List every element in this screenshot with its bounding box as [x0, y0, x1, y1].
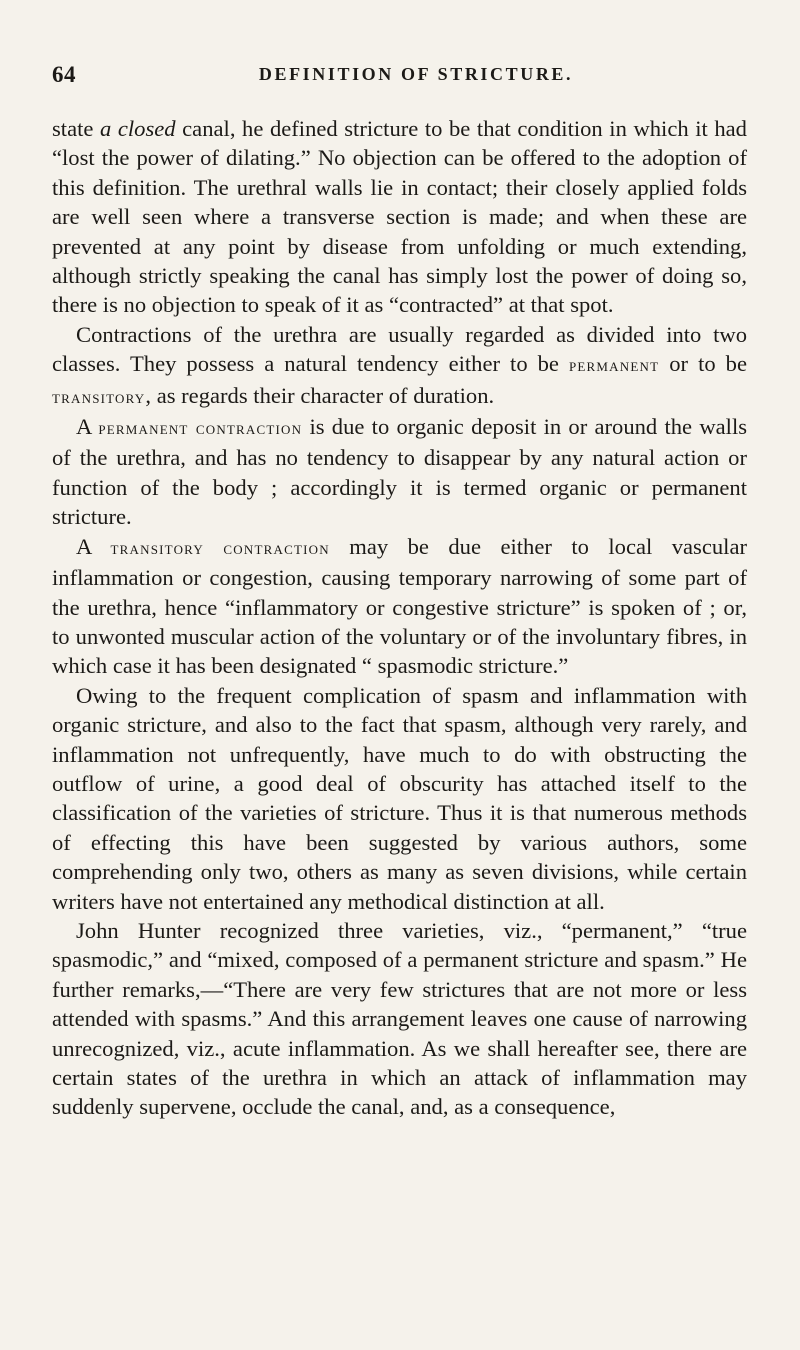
- text-run: Contractions of the urethra are usually regarded as divided into two classes. They possess a natural tendency either to be: [52, 321, 747, 377]
- paragraph-5: Owing to the frequent complication of spasm and inflammation with organic stricture, and also to the fact that spasm, although very rarely, and inflammation not unfrequently, have much to do with obstructing the outflow of urine, a good deal of obscurity has attached itself to the classification of the varieties of stricture. Thus it is that numerous methods of effecting this have been suggested by various authors, some comprehending only two, others as many as seven divisions, while certain writers have not entertained any methodical distinction at all.: [52, 682, 747, 914]
- page-number: 64: [52, 62, 76, 87]
- small-caps-term: transitory contraction: [110, 537, 330, 558]
- italic-text: a closed: [99, 116, 176, 141]
- text-run: canal, he defined stricture to be that condition in which it had “lost the power of dilating.” No objection can be offered to the adoption of this definition. The urethral walls lie in contact; their closely applied folds are well seen where a transverse section is made; and when these are prevented at any point by disease from unfolding or much extending, although strictly speaking the canal has simply lost the power of doing so, there is no objection to speak of it as “contracted” at that spot.: [52, 116, 747, 318]
- paragraph-3: [52, 412, 747, 532]
- text-run: state: [52, 116, 100, 141]
- paragraph-1: [52, 114, 747, 320]
- paragraph-6: John Hunter recognized three varieties, viz., “permanent,” “true spasmodic,” and “mixed, composed of a permanent stricture and spasm.” He further remarks,—“There are very few strictures that are not more or less attended with spasms.” And this arrangement leaves one cause of narrowing unrecognized, viz., acute inflammation. As we shall hereafter see, there are certain states of the urethra in which an attack of inflammation may suddenly supervene, occlude the canal, and, as a consequence,: [52, 917, 747, 1120]
- page-header: [52, 62, 740, 92]
- text-run: may be due either to local vascular inflammation or congestion, causing temporary narrowing of some part of the urethra, hence “inflammatory or congestive stricture” is spoken of ; or, to unwonted muscular action of the voluntary or of the involuntary fibres, in which case it has been designated “ spasmodic stricture.”: [52, 533, 748, 679]
- body-text: [52, 114, 747, 1122]
- text-run: is due to organic deposit in or around the walls of the urethra, and has no tendency to disappear by any natural action or function of the body ; accordingly it is termed organic or permanent stricture.: [52, 414, 748, 530]
- small-caps-term: permanent: [568, 355, 660, 376]
- text-run: or to be: [659, 351, 748, 377]
- text-run: , as regards their character of duration.: [145, 382, 495, 408]
- text-run: A: [76, 533, 111, 559]
- paragraph-2: [52, 320, 747, 412]
- text-run: A: [76, 414, 99, 440]
- small-caps-term: transitory: [52, 386, 146, 407]
- small-caps-term: permanent contraction: [98, 418, 303, 439]
- running-head: DEFINITION OF STRICTURE.: [258, 64, 574, 84]
- paragraph-4: [52, 532, 747, 681]
